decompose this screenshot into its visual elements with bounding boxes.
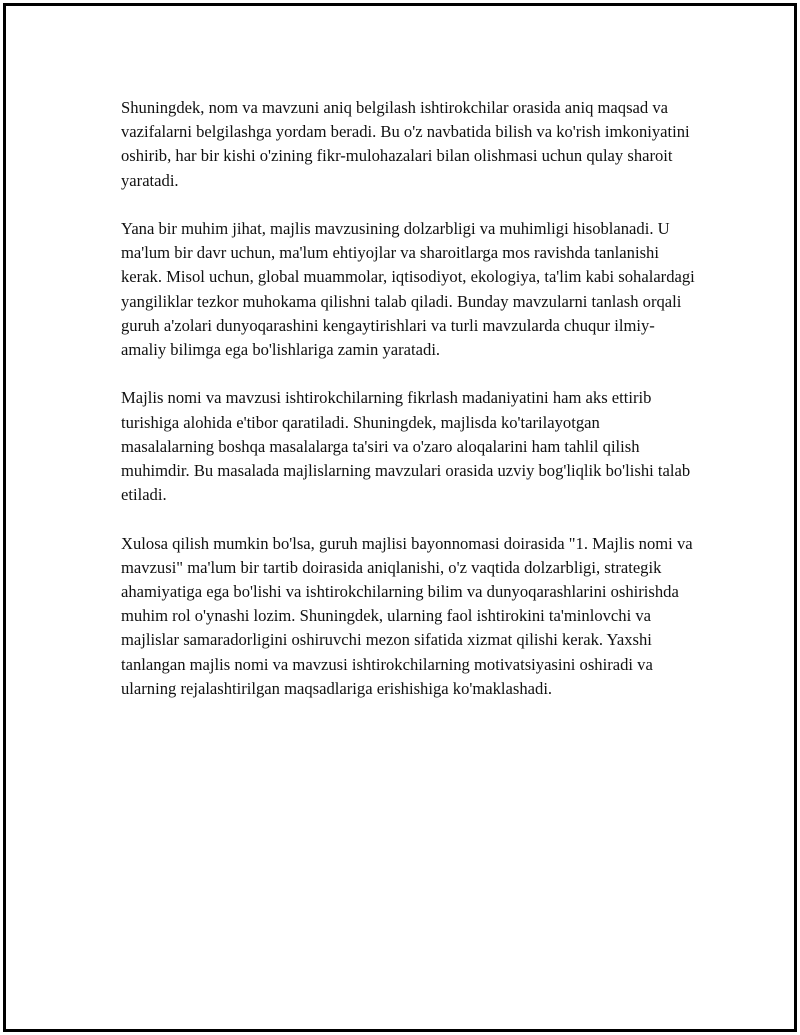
paragraph-3: Majlis nomi va mavzusi ishtirokchilarning fikrlash madaniyatini ham aks ettirib turishiga alohida e'tibor qaratiladi. Shuningdek, majlisda ko'tarilayotgan masalalarning boshqa masalalarga ta'siri va o'zaro aloqalarini ham tahlil qilish muhimdir. Bu masalada majlislarning mavzulari orasida uzviy bog'liqlik bo'lishi talab etiladi.: [121, 388, 691, 505]
paragraph-4: Xulosa qilish mumkin bo'lsa, guruh majlisi bayonnomasi doirasida "1. Majlis nomi va mavzusi" ma'lum bir tartib doirasida aniqlanishi, o'z vaqtida dolzarbligi, strategik ahamiyatiga ega bo'lishi va ishtirokchilarning bilim va dunyoqarashlarini oshirishda muhim rol o'ynashi lozim. Shuningdek, ularning faol ishtirokini ta'minlovchi va majlislar samaradorligini oshiruvchi mezon sifatida xizmat qilishi kerak. Yaxshi tanlangan majlis nomi va mavzusi ishtirokchilarning motivatsiyasini oshiradi va ularning rejalashtirilgan maqsadlariga erishishiga ko'maklashadi.: [121, 533, 693, 698]
page-frame: [3, 3, 797, 1032]
paragraph-2: Yana bir muhim jihat, majlis mavzusining dolzarbligi va muhimligi hisoblanadi. U ma'lum bir davr uchun, ma'lum ehtiyojlar va sharoitlarga mos ravishda tanlanishi kerak. Misol uchun, global muammolar, iqtisodiyot, ekologiya, ta'lim kabi sohalardagi yangiliklar tezkor muhokama qilishni talab qiladi. Bunday mavzularni tanlash orqali guruh a'zolari dunyoqarashini kengaytirishlari va turli mavzularda chuqur ilmiy-amaliy bilimga ega bo'lishlariga zamin yaratadi.: [121, 219, 695, 360]
document-body: [121, 96, 696, 725]
paragraph-1: Shuningdek, nom va mavzuni aniq belgilash ishtirokchilar orasida aniq maqsad va vazifalarni belgilashga yordam beradi. Bu o'z navbatida bilish va ko'rish imkoniyatini oshirib, har bir kishi o'zining fikr-mulohazalari bilan olishmasi uchun qulay sharoit yaratadi.: [121, 98, 690, 190]
